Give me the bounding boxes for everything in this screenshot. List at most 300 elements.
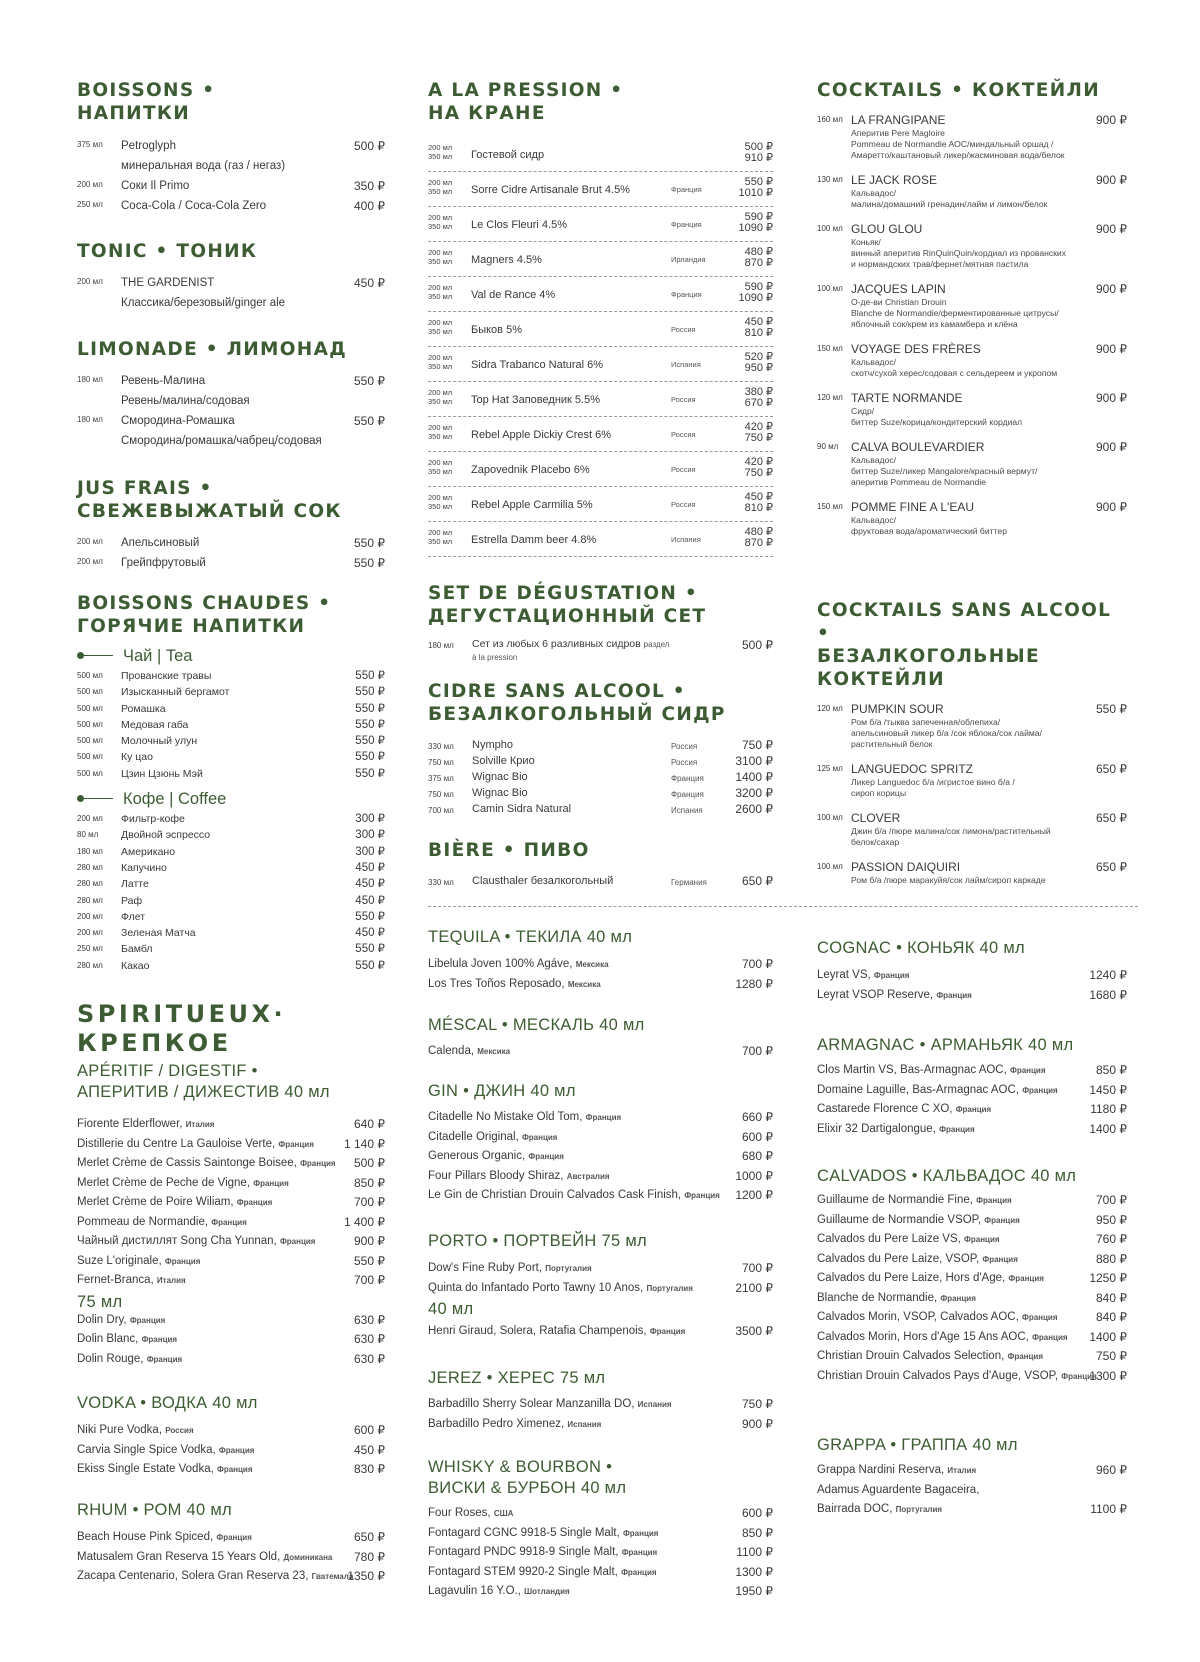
cocktail-ingredients: Кальвадос/ bbox=[851, 515, 897, 525]
section-title: SPIRITUEUX· КРЕПКОЕ bbox=[77, 1000, 287, 1057]
item-country: Франция bbox=[982, 1254, 1018, 1264]
list-item bbox=[77, 1441, 385, 1461]
section-title: BOISSONS CHAUDES • ГОРЯЧИЕ НАПИТКИ bbox=[77, 593, 332, 637]
item-country: Россия bbox=[671, 758, 698, 767]
volume bbox=[428, 493, 452, 511]
item-country: Франция bbox=[649, 1327, 686, 1336]
cocktail-price: 900 ₽ bbox=[1096, 113, 1127, 127]
item-price: 450 ₽ bbox=[355, 878, 385, 891]
cocktail-ingredients: Коньяк/ bbox=[851, 237, 881, 247]
item-price: 1000 ₽ bbox=[735, 1168, 773, 1183]
item-name: Christian Drouin Calvados Pays d'Auge, VSOP, bbox=[817, 1369, 1059, 1382]
list-item bbox=[817, 1211, 1127, 1231]
price-large: 1090 ₽ bbox=[738, 222, 773, 234]
item-price: 550 ₽ bbox=[355, 751, 385, 764]
item-country: Франция bbox=[1061, 1371, 1097, 1381]
list-item bbox=[77, 893, 385, 909]
item-price: 850 ₽ bbox=[742, 1525, 773, 1540]
list-item bbox=[77, 1154, 385, 1174]
section-armagnac bbox=[817, 1035, 1127, 1139]
item-name: Niki Pure Vodka, bbox=[77, 1424, 163, 1436]
volume-small: 200 мл bbox=[428, 458, 453, 467]
item-name: Флет bbox=[121, 910, 146, 923]
item-price: 750 ₽ bbox=[742, 738, 773, 752]
item-price: 1180 ₽ bbox=[1090, 1102, 1127, 1116]
item-country: Франция bbox=[521, 1132, 558, 1142]
item-name: Leyrat VSOP Reserve, bbox=[817, 988, 934, 1001]
volume-small: 200 мл bbox=[428, 353, 453, 362]
section-calvados bbox=[817, 1166, 1127, 1386]
volume bbox=[428, 178, 452, 196]
item-country: Гватемала bbox=[311, 1572, 354, 1581]
item-name: Zapovednik Placebo 6% bbox=[471, 464, 590, 476]
cocktail-item bbox=[817, 500, 1127, 537]
cocktail-ingredients: О-де-ви Christian Drouin bbox=[851, 297, 947, 307]
coffee-subheading: Кофе | Coffee bbox=[77, 789, 385, 809]
item-country: Италия bbox=[185, 1120, 215, 1129]
list-item: 200 мл Апельсиновый 550 ₽ bbox=[77, 536, 385, 550]
item-country: Италия bbox=[156, 1276, 186, 1285]
section-whisky bbox=[428, 1457, 773, 1602]
volume: 100 мл bbox=[817, 862, 843, 871]
list-item bbox=[77, 958, 385, 974]
item-name: Carvia Single Spice Vodka, bbox=[77, 1443, 216, 1456]
cocktail-price: 650 ₽ bbox=[1096, 811, 1127, 825]
item-price: 1350 ₽ bbox=[347, 1569, 385, 1583]
price-small: 550 ₽ bbox=[744, 176, 773, 188]
volume-large: 350 мл bbox=[428, 432, 453, 441]
item-price: 630 ₽ bbox=[354, 1312, 385, 1327]
cocktail-ingredients: яблочный сок/крем из камамбера и клёна bbox=[851, 319, 1018, 329]
item-price: 550 ₽ bbox=[355, 767, 385, 780]
cocktail-name: LA FRANGIPANE bbox=[851, 113, 946, 127]
cocktail-name: PUMPKIN SOUR bbox=[851, 702, 944, 716]
item-price: 2600 ₽ bbox=[735, 802, 773, 816]
tap-row bbox=[428, 382, 773, 417]
item-name: Merlet Crème de Cassis Saintonge Boisee, bbox=[77, 1157, 297, 1169]
item-country: Россия bbox=[671, 465, 696, 474]
price bbox=[745, 422, 773, 444]
volume: 120 мл bbox=[817, 704, 843, 713]
cocktail-ingredients: растительный белок bbox=[851, 739, 933, 749]
item-price: 700 ₽ bbox=[354, 1273, 385, 1287]
item-name: Fontagard CGNC 9918-5 Single Malt, bbox=[428, 1526, 620, 1539]
item-country: Франция bbox=[955, 1105, 992, 1114]
item-price: 550 ₽ bbox=[355, 959, 385, 972]
volume: 500 мл bbox=[77, 671, 103, 680]
item-country: Россия bbox=[165, 1426, 194, 1435]
volume-small: 200 мл bbox=[428, 178, 453, 187]
tap-row bbox=[428, 172, 773, 207]
list-item bbox=[77, 668, 385, 684]
item-price: 550 ₽ bbox=[354, 1253, 385, 1268]
item-name: Los Tres Toños Reposado, bbox=[428, 977, 565, 990]
mescal-list bbox=[428, 1042, 773, 1062]
list-item bbox=[77, 1548, 385, 1568]
list-item bbox=[77, 1252, 385, 1272]
cocktail-ingredients: биттер Suze/ликер Mangalore/красный вермут/ bbox=[851, 466, 1038, 476]
line-icon bbox=[79, 655, 113, 656]
gin-list bbox=[428, 1108, 773, 1206]
price-large: 910 ₽ bbox=[744, 152, 773, 164]
item-name: Lagavulin 16 Y.O., bbox=[428, 1585, 521, 1597]
cocktail-name: CALVA BOULEVARDIER bbox=[851, 440, 985, 454]
list-item bbox=[817, 1061, 1127, 1081]
list-item: 200 мл Грейпфрутовый 550 ₽ bbox=[77, 556, 385, 570]
section-title: CIDRE SANS ALCOOL • БЕЗАЛКОГОЛЬНЫЙ СИДР bbox=[428, 681, 726, 725]
volume-large: 350 мл bbox=[428, 467, 453, 476]
volume bbox=[428, 388, 452, 406]
volume bbox=[428, 248, 452, 266]
item-name: Calvados du Pere Laize, Hors d'Age, bbox=[817, 1272, 1006, 1284]
item-price: 1950 ₽ bbox=[735, 1584, 773, 1598]
item-country: Франция bbox=[585, 1113, 622, 1122]
ml40-label: 40 мл bbox=[428, 1300, 474, 1318]
item-price: 700 ₽ bbox=[742, 1261, 773, 1275]
item-country: Португалия bbox=[646, 1283, 693, 1293]
cocktail-item bbox=[817, 222, 1127, 270]
item-price: 550 ₽ bbox=[355, 735, 385, 748]
item-country: Австралия bbox=[566, 1171, 610, 1181]
item-name: Wignac Bio bbox=[472, 771, 528, 783]
item-price: 840 ₽ bbox=[1096, 1290, 1127, 1305]
item-name: Латте bbox=[121, 878, 149, 891]
item-name: Calvados Morin, Hors d'Age 15 Ans AOC, bbox=[817, 1330, 1029, 1343]
section-cocktails-sans bbox=[817, 599, 1127, 898]
item-price: 960 ₽ bbox=[1096, 1463, 1127, 1477]
item-name: Merlet Crème de Peche de Vigne, bbox=[77, 1176, 251, 1189]
item-name: Calenda, bbox=[428, 1045, 475, 1057]
price bbox=[745, 527, 773, 549]
item-country: Франция bbox=[217, 1465, 253, 1474]
section-tonic bbox=[77, 240, 385, 313]
volume: 500 мл bbox=[77, 768, 103, 778]
list-item bbox=[77, 909, 385, 925]
list-item bbox=[77, 1271, 385, 1291]
whisky-list bbox=[428, 1504, 773, 1602]
volume: 80 мл bbox=[77, 830, 99, 840]
item-name: Quinta do Infantado Porto Tawny 10 Anos, bbox=[428, 1281, 644, 1294]
item-price: 3200 ₽ bbox=[735, 786, 773, 800]
list-item bbox=[77, 1193, 385, 1213]
item-price: 1 140 ₽ bbox=[344, 1136, 385, 1151]
item-name: Изысканный бергамот bbox=[121, 686, 230, 699]
item-price: 1240 ₽ bbox=[1089, 968, 1127, 982]
volume-small: 200 мл bbox=[428, 283, 453, 292]
item-name: Le Gin de Christian Drouin Calvados Cask Finish, bbox=[428, 1189, 682, 1201]
item-price: 1100 ₽ bbox=[1090, 1502, 1127, 1516]
price-large: 1010 ₽ bbox=[738, 187, 773, 199]
section-jus-frais bbox=[77, 477, 385, 573]
cocktail-item bbox=[817, 762, 1127, 799]
item-name: Rebel Apple Carmilia 5% bbox=[471, 499, 593, 511]
item-price: 300 ₽ bbox=[355, 845, 385, 858]
item-country: Мексика bbox=[567, 979, 601, 989]
cocktail-ingredients: Кальвадос/ bbox=[851, 455, 897, 465]
ml75-label: 75 мл bbox=[77, 1292, 123, 1311]
section-title: CALVADOS • КАЛЬВАДОС 40 мл bbox=[817, 1167, 1077, 1185]
section-gin bbox=[428, 1081, 773, 1206]
list-item: 180 мл Сет из любых 6 разливных сидров раздел à la pression 500 ₽ bbox=[428, 638, 773, 662]
item-country: Франция bbox=[141, 1335, 178, 1344]
item-name: Christian Drouin Calvados Selection, bbox=[817, 1350, 1005, 1362]
grappa-list bbox=[817, 1461, 1127, 1520]
cocktail-name: JACQUES LAPIN bbox=[851, 282, 946, 296]
cocktail-ingredients: Кальвадос/ bbox=[851, 357, 897, 367]
section-title: GRAPPA • ГРАППА 40 мл bbox=[817, 1436, 1018, 1454]
list-item bbox=[817, 986, 1127, 1006]
section-title: A LA PRESSION • НА КРАНЕ bbox=[428, 80, 624, 124]
item-price: 600 ₽ bbox=[742, 1506, 773, 1520]
item-price: 550 ₽ bbox=[355, 670, 385, 682]
item-country: Россия bbox=[671, 742, 698, 751]
list-item bbox=[77, 1135, 385, 1155]
volume-small: 200 мл bbox=[428, 423, 453, 432]
tap-row bbox=[428, 277, 773, 312]
list-item: 375 мл Petroglyph минеральная вода (газ / негаз) 500 ₽ bbox=[77, 139, 385, 172]
section-limonade bbox=[77, 338, 385, 451]
list-item bbox=[428, 874, 773, 890]
list-item: 200 мл Соки Il Primo 350 ₽ bbox=[77, 179, 385, 193]
item-name: Le Clos Fleuri 4.5% bbox=[471, 219, 567, 231]
item-price: 600 ₽ bbox=[742, 1129, 773, 1144]
item-price: 1200 ₽ bbox=[735, 1188, 773, 1202]
price bbox=[745, 492, 773, 514]
item-name: Henri Giraud, Solera, Ratafia Champenois, bbox=[428, 1325, 647, 1337]
item-country: Испания bbox=[671, 535, 701, 544]
item-name: Зеленая Матча bbox=[121, 927, 196, 940]
list-item bbox=[428, 754, 773, 770]
price-large: 750 ₽ bbox=[744, 467, 773, 479]
section-title: COGNAC • КОНЬЯК 40 мл bbox=[817, 939, 1025, 957]
list-item bbox=[77, 1567, 385, 1587]
volume-small: 200 мл bbox=[428, 388, 453, 397]
volume-large: 350 мл bbox=[428, 152, 453, 161]
item-price: 680 ₽ bbox=[742, 1149, 773, 1163]
list-item bbox=[817, 1308, 1127, 1328]
price-small: 590 ₽ bbox=[744, 211, 773, 223]
volume: 100 мл bbox=[817, 284, 843, 293]
item-country: Франция bbox=[1032, 1332, 1068, 1342]
section-set-degustation bbox=[428, 582, 773, 664]
price-small: 380 ₽ bbox=[744, 386, 773, 398]
list-item bbox=[77, 811, 385, 827]
cocktail-price: 900 ₽ bbox=[1096, 440, 1127, 454]
price-large: 810 ₽ bbox=[744, 327, 773, 339]
item-name: Двойной эспрессо bbox=[121, 829, 211, 842]
item-country: Франция bbox=[621, 1567, 657, 1577]
item-name: Barbadillo Sherry Solear Manzanilla DO, bbox=[428, 1398, 635, 1410]
section-title: WHISKY & BOURBON • ВИСКИ & БУРБОН 40 мл bbox=[428, 1458, 627, 1497]
list-item bbox=[77, 701, 385, 717]
item-price: 1400 ₽ bbox=[1089, 1329, 1127, 1344]
item-name: Fernet-Branca, bbox=[77, 1274, 154, 1286]
volume: 130 мл bbox=[817, 175, 843, 184]
list-item bbox=[817, 1191, 1127, 1211]
volume-large: 350 мл bbox=[428, 187, 453, 196]
list-item bbox=[428, 1108, 773, 1128]
item-name: Прованские травы bbox=[121, 670, 212, 682]
list-item bbox=[77, 717, 385, 733]
list-item bbox=[428, 1322, 773, 1342]
item-name: Ку цао bbox=[121, 751, 153, 764]
item-price: 750 ₽ bbox=[742, 1397, 773, 1411]
cocktail-ingredients: фруктовая вода/ароматический биттер bbox=[851, 526, 1007, 536]
item-name: Sidra Trabanco Natural 6% bbox=[471, 359, 604, 371]
volume: 125 мл bbox=[817, 764, 843, 773]
cocktail-ingredients: биттер Suze/корица/кондитерский кордиал bbox=[851, 417, 1023, 427]
item-price: 1250 ₽ bbox=[1089, 1271, 1127, 1285]
item-price: 700 ₽ bbox=[742, 957, 773, 971]
item-name: Calvados Morin, VSOP, Calvados AOC, bbox=[817, 1311, 1019, 1323]
volume-large: 350 мл bbox=[428, 222, 453, 231]
item-country: Франция bbox=[940, 1293, 976, 1303]
cocktail-item bbox=[817, 342, 1127, 379]
porto-list bbox=[428, 1259, 773, 1298]
volume-small: 200 мл bbox=[428, 213, 453, 222]
volume-large: 350 мл bbox=[428, 537, 453, 546]
list-item bbox=[817, 1328, 1127, 1348]
list-item bbox=[77, 1174, 385, 1194]
item-country: Франция bbox=[622, 1528, 659, 1538]
cocktail-name: VOYAGE DES FRÈRES bbox=[851, 342, 981, 356]
list-item bbox=[77, 1528, 385, 1548]
section-jerez bbox=[428, 1368, 773, 1434]
cocktail-price: 900 ₽ bbox=[1096, 391, 1127, 405]
coffee-list bbox=[77, 811, 385, 974]
section-mescal bbox=[428, 1015, 773, 1062]
section-spiritueux bbox=[77, 1000, 385, 1369]
section-title: ARMAGNAC • АРМАНЬЯК 40 мл bbox=[817, 1036, 1074, 1054]
volume: 200 мл bbox=[77, 814, 103, 824]
item-name: Matusalem Gran Reserva 15 Years Old, bbox=[77, 1550, 281, 1563]
section-cocktails bbox=[817, 79, 1127, 549]
item-name: Merlet Crème de Poire Wiliam, bbox=[77, 1196, 234, 1208]
item-country: Испания bbox=[671, 806, 703, 815]
item-country: Франция bbox=[671, 220, 702, 229]
aperitif-list bbox=[77, 1115, 385, 1291]
volume: 330 мл bbox=[428, 878, 454, 887]
price-large: 670 ₽ bbox=[744, 397, 773, 409]
section-title: TEQUILA • ТЕКИЛА 40 мл bbox=[428, 928, 633, 946]
tap-row bbox=[428, 487, 773, 522]
item-name: Distillerie du Centre La Gauloise Verte, bbox=[77, 1137, 276, 1150]
item-name: Ромашка bbox=[121, 702, 166, 715]
item-name: Castarede Florence C XO, bbox=[817, 1103, 953, 1115]
section-title: PORTO • ПОРТВЕЙН 75 мл bbox=[428, 1232, 647, 1250]
item-price: 450 ₽ bbox=[355, 861, 385, 874]
item-country: Франция bbox=[278, 1139, 314, 1149]
list-item bbox=[817, 1250, 1127, 1270]
cocktail-name: LANGUEDOC SPRITZ bbox=[851, 762, 974, 776]
cocktail-name: TARTE NORMANDE bbox=[851, 391, 963, 405]
vodka-list bbox=[77, 1421, 385, 1480]
price-small: 420 ₽ bbox=[744, 421, 773, 433]
item-name: Barbadillo Pedro Ximenez, bbox=[428, 1417, 565, 1430]
item-price: 1300 ₽ bbox=[735, 1564, 773, 1579]
volume-small: 200 мл bbox=[428, 493, 453, 502]
section-title: VODKA • ВОДКА 40 мл bbox=[77, 1394, 258, 1412]
price-small: 520 ₽ bbox=[744, 351, 773, 363]
item-price: 550 ₽ bbox=[355, 718, 385, 731]
volume: 150 мл bbox=[817, 344, 843, 353]
item-price: 650 ₽ bbox=[354, 1530, 385, 1544]
item-price: 1400 ₽ bbox=[1089, 1121, 1127, 1136]
item-name: Adamus Aguardente Bagaceira, bbox=[817, 1483, 980, 1496]
tap-row bbox=[428, 452, 773, 487]
item-price: 2100 ₽ bbox=[735, 1280, 773, 1295]
cocktail-ingredients: белок/сахар bbox=[851, 837, 900, 847]
price-large: 870 ₽ bbox=[744, 257, 773, 269]
price bbox=[745, 352, 773, 374]
cocktail-ingredients: Кальвадос/ bbox=[851, 188, 897, 198]
cocktail-ingredients: и нормандских трав/фернет/мятная пастила bbox=[851, 259, 1029, 269]
volume: 750 мл bbox=[428, 790, 454, 799]
volume bbox=[428, 213, 452, 231]
item-name: Clos Martin VS, Bas-Armagnac AOC, bbox=[817, 1064, 1007, 1076]
porto40-list bbox=[428, 1322, 773, 1342]
cocktail-name: LE JACK ROSE bbox=[851, 173, 938, 187]
item-name: Dolin Dry, bbox=[77, 1313, 127, 1326]
item-name: Fontagard STEM 9920-2 Single Malt, bbox=[428, 1565, 618, 1578]
volume: 250 мл bbox=[77, 944, 103, 954]
list-item: 200 мл THE GARDENIST Классика/березовый/ginger ale 450 ₽ bbox=[77, 276, 385, 309]
cocktail-item bbox=[817, 811, 1127, 848]
item-name: Guillaume de Normandie Fine, bbox=[817, 1194, 973, 1206]
section-porto bbox=[428, 1231, 773, 1342]
item-country: Португалия bbox=[895, 1505, 943, 1514]
cognac-list bbox=[817, 966, 1127, 1005]
item-name: Estrella Damm beer 4.8% bbox=[471, 534, 597, 546]
armagnac-list bbox=[817, 1061, 1127, 1139]
section-biere bbox=[428, 839, 773, 890]
section-title: LIMONADE • ЛИМОНАД bbox=[77, 339, 347, 360]
section-cognac bbox=[817, 938, 1127, 1005]
item-price: 1450 ₽ bbox=[1089, 1082, 1127, 1097]
item-name: Цзин Цзюнь Мэй bbox=[121, 767, 203, 780]
list-item bbox=[817, 1461, 1127, 1481]
tea-subheading: Чай | Tea bbox=[77, 646, 385, 666]
list-item bbox=[817, 1100, 1127, 1120]
cocktail-ingredients: Ром б/а /тыква запеченная/облепиха/ bbox=[851, 717, 1001, 727]
item-name: Guillaume de Normandie VSOP, bbox=[817, 1213, 982, 1226]
list-item: 250 мл Coca-Cola / Coca-Cola Zero 400 ₽ bbox=[77, 199, 385, 213]
item-name: Camin Sidra Natural bbox=[472, 803, 572, 815]
price-large: 950 ₽ bbox=[744, 362, 773, 374]
section-title: JEREZ • ХЕРЕС 75 мл bbox=[428, 1369, 606, 1387]
cocktail-item bbox=[817, 282, 1127, 330]
item-country: Италия bbox=[947, 1466, 977, 1475]
list-item bbox=[428, 1279, 773, 1299]
item-country: Франция bbox=[671, 290, 702, 299]
item-country: Мексика bbox=[575, 960, 609, 969]
list-item bbox=[817, 1289, 1127, 1309]
item-country: Германия bbox=[671, 878, 707, 887]
list-item: 180 мл Смородина-Ромашка Смородина/ромашка/чабрец/содовая 550 ₽ bbox=[77, 414, 385, 447]
item-name: Zacapa Centenario, Solera Gran Reserva 23, bbox=[77, 1570, 309, 1582]
item-name: Молочный улун bbox=[121, 735, 198, 748]
item-name: Four Roses, bbox=[428, 1507, 491, 1519]
item-country: Франция bbox=[976, 1196, 1012, 1205]
item-name: Быков 5% bbox=[471, 324, 522, 336]
item-price: 1100 ₽ bbox=[736, 1545, 773, 1559]
section-title: COCKTAILS • КОКТЕЙЛИ bbox=[817, 80, 1100, 101]
item-country: Франция bbox=[300, 1159, 336, 1168]
item-name: Libelula Joven 100% Agáve, bbox=[428, 958, 573, 970]
volume: 500 мл bbox=[77, 687, 103, 697]
price bbox=[745, 457, 773, 479]
item-price: 830 ₽ bbox=[354, 1462, 385, 1476]
